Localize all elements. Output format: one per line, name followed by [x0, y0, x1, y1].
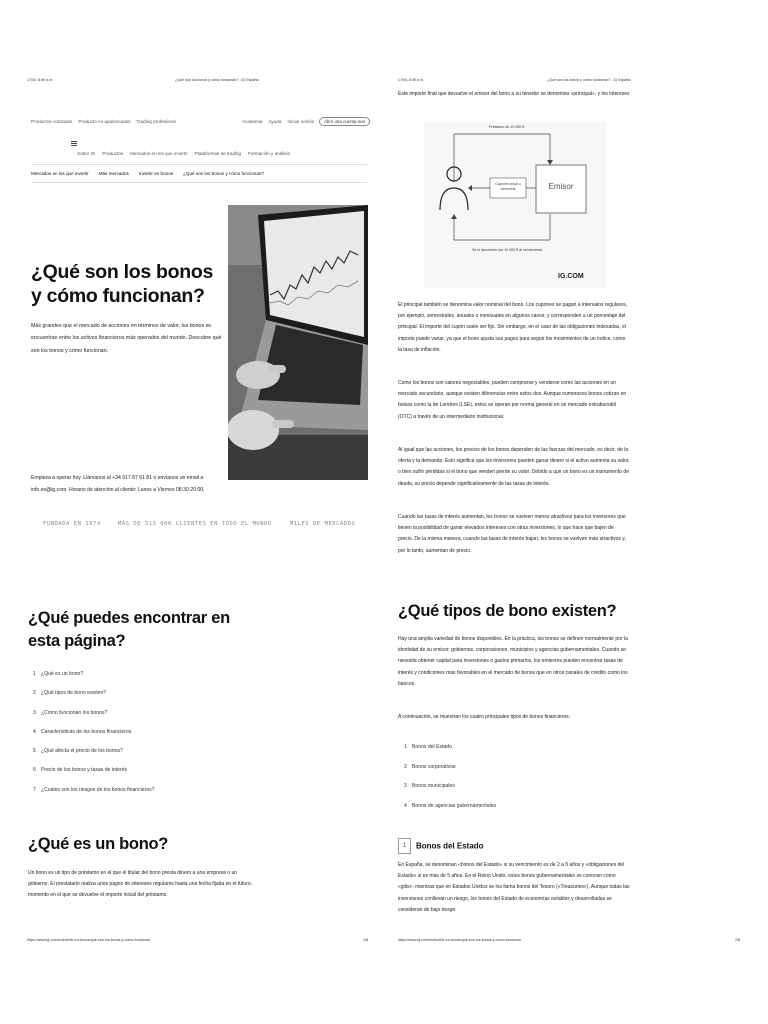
- toc-item[interactable]: 5 ¿Qué afecta el precio de los bonos?: [33, 748, 123, 755]
- diagram-repayment-label: Se le devuelven los 10 000 € al vencimiento: [472, 248, 543, 252]
- list-item: 2 Bonos corporativos: [404, 763, 456, 770]
- breadcrumb-item[interactable]: Invertir en bonos: [138, 171, 174, 176]
- subsection-text: En España, se denominan «bonos del Estado» si su vencimiento es de 2 a 5 años y «obligaciones del Estado» si es más de 5 años. En el Reino Unido, estos bonos gubernamentales se conocen como «gilts», mientras que en Estados Unidos se los llama bonos del Tesoro («Treasuries»). Aunque todas las inversiones conllevan un riesgo, los bonos del Estado de economías estables y desarrolladas se consideran de bajo riesgo.: [398, 862, 630, 913]
- toc-title: ¿Qué puedes encontrar en esta página?: [28, 609, 230, 650]
- paragraph-2: Como los bonos son valores negociables, pueden comprarse y venderse como las acciones en un mercado secundario, aunque existen diferencias entre estos dos. Aunque numerosos bonos cotizan en bolsas como la de Londres (LSE), estos se operan por norma general en un mercado extrabursátil (OTC) a través de un intermediario institucional.: [398, 380, 627, 420]
- breadcrumb-item[interactable]: Mercados en los que invertir: [31, 171, 89, 176]
- stat-founded: FUNDADA EN 1974: [43, 521, 101, 527]
- nav-item-sobre-ig[interactable]: Sobre IG: [77, 151, 96, 156]
- breadcrumb-divider: [31, 182, 367, 183]
- print-datetime: 17/04, 8:59 p.m.: [27, 78, 53, 82]
- print-page-number: 2/8: [735, 938, 740, 942]
- print-doc-title: ¿Qué son los bonos y cómo funcionan? - IG España: [175, 78, 259, 82]
- utility-nav: [242, 119, 314, 124]
- diagram-loan-label: Préstamo de 10 000 €: [489, 125, 525, 129]
- list-item: 1 Bonos del Estado: [404, 744, 452, 750]
- nav-item-iniciar-sesion[interactable]: Iniciar sesión: [287, 119, 315, 124]
- list-item: 3 Bonos municipales: [404, 783, 455, 789]
- nav-item-ayuda[interactable]: Ayuda: [268, 119, 282, 124]
- nav-item-productos[interactable]: Productos: [102, 151, 124, 156]
- section-title-tipos: ¿Qué tipos de bono existen?: [398, 602, 617, 620]
- toc-list: [33, 671, 155, 806]
- stat-markets: MILES DE MERCADOS: [290, 521, 356, 527]
- list-item: 4 Bonos de agencias gubernamentales: [404, 802, 497, 809]
- print-doc-title: ¿Qué son los bonos y cómo funcionan? - IG España: [547, 78, 631, 82]
- primary-nav: [31, 119, 176, 124]
- types-intro: A continuación, se muestran los cuatro principales tipos de bonos financieros:: [398, 714, 571, 720]
- toc-item[interactable]: 3 ¿Cómo funcionan los bonos?: [33, 709, 108, 716]
- breadcrumb-item[interactable]: Más mercados: [98, 171, 129, 176]
- types-list: [404, 744, 496, 822]
- paragraph-4: Cuando las tasas de interés aumentan, los bonos se vuelven menos atractivos para los inversores que tienen la posibilidad de ganar elevados intereses con otras inversiones, lo que hace que bajen de precio. De la misma manera, cuando las tasas de interés bajan, los bonos se vuelven más atractivos y, por lo tanto, aumentan de precio.: [398, 514, 626, 554]
- section-text-que-es-un-bono: Un bono es un tipo de préstamo en el que el titular del bono presta dinero a una empresa o un gobierno. El prestatario realiza unos pagos de intereses regulares hasta una fecha fijada en el futuro, momento en el que se devuelve el importe inicial del préstamo.: [28, 870, 253, 899]
- print-url: https://www.ig.com/es/invertir-en-bonos/que-son-los-bonos-y-como-funcionan: [27, 938, 151, 942]
- nav-divider: [31, 164, 367, 165]
- subsection-heading: [398, 837, 484, 855]
- nav-item-productos-no-apalancados[interactable]: Producto no apalancados: [78, 119, 131, 124]
- nav-item-trading-profesional[interactable]: Trading profesional: [136, 119, 176, 124]
- subsection-title: Bonos del Estado: [416, 841, 484, 851]
- page-title: ¿Qué son los bonos y cómo funcionan?: [31, 261, 214, 307]
- hero-description: Más grandes que el mercado de acciones en términos de valor, los bonos se encuentran entre los activos financieros más operados del mundo. Descubre qué son los bonos y cómo funcionan.: [31, 323, 222, 354]
- toc-item[interactable]: 2 ¿Qué tipos de bono existen?: [33, 690, 107, 697]
- paragraph-3: Al igual que las acciones, los precios de los bonos dependen de las fuerzas del mercado, es decir, de la oferta y la demanda. Esto significa que los inversores pueden ganar dinero si el activo aumenta su valor, o bien sufrir pérdidas si el bono que venden pierde su valor. Debido a que un bono es un instrumento de deuda, su precio depende significativamente de las tasas de interés.: [398, 447, 630, 487]
- nav-item-academia[interactable]: Academia: [242, 119, 263, 124]
- nav-item-productos-cotizados[interactable]: Productos cotizados: [31, 119, 73, 124]
- contact-text: Empieza a operar hoy. Llámanos al +34 917 87 61 81 o envíanos un email a info.es@ig.com. Horario de atención al cliente: Lunes a Viernes 08:30-20:00.: [31, 475, 205, 493]
- breadcrumb-item[interactable]: ¿Qué son los bonos y cómo funcionan?: [183, 171, 265, 176]
- bond-diagram: [424, 122, 607, 288]
- subsection-number-badge: 1: [398, 838, 411, 854]
- nav-item-formacion[interactable]: Formación y análisis: [248, 151, 290, 156]
- ig-logo: IG.COM: [558, 273, 584, 280]
- nav-item-plataformas[interactable]: Plataformas de trading: [194, 151, 242, 156]
- secondary-nav: [77, 151, 290, 156]
- print-datetime: 17/04, 8:59 p.m.: [398, 78, 424, 82]
- print-url: https://www.ig.com/es/invertir-en-bonos/que-son-los-bonos-y-como-funcionan: [398, 938, 522, 942]
- intro-text: Este importe final que devuelve el emisor del bono a su tenedor se denomina «principal», y los intereses: [398, 91, 630, 97]
- hero-image: [228, 205, 368, 480]
- diagram-issuer-label: Emisor: [548, 182, 574, 191]
- types-text: Hay una amplia variedad de bonos disponibles. En la práctica, los bonos se definen normalmente por la identidad de su emisor: gobiernos, corporaciones, municipios y agencias gubernamentales. Cuando se necesita obtener capital para inversiones o gastos primarios, los emisores pueden encontrar tasas de interés y condiciones más favorables en el mercado de bonos que en otros canales de crédito como los bancos.: [398, 636, 628, 687]
- paragraph-1: El principal también se denomina valor nominal del bono. Los cupones se pagan a intervalos regulares, por ejemplo, semestrales, anuales o mensuales en algunos casos; y corresponden a un porcentaje del principal. El importe del cupón suele ser fijo. Sin embargo, en el caso de las obligaciones indexadas, el importe puede variar, ya que el bono ajusta sus pagos para seguir los movimientos de un índice, como la tasa de inflación.: [398, 302, 628, 353]
- toc-item[interactable]: 6 Precio de los bonos y tasas de interés: [33, 767, 128, 774]
- toc-item[interactable]: 4 Características de los bonos financieros: [33, 728, 132, 735]
- toc-item[interactable]: 1 ¿Qué es un bono?: [33, 671, 84, 677]
- toc-item[interactable]: 7 ¿Cuáles son los riesgos de los bonos financieros?: [33, 786, 155, 793]
- diagram-coupon-label: Cupones anual o semestral: [495, 182, 521, 191]
- section-title-que-es-un-bono: ¿Qué es un bono?: [28, 835, 169, 853]
- menu-icon[interactable]: [71, 133, 77, 138]
- breadcrumb: [31, 171, 264, 176]
- open-account-button[interactable]: Abrir una cuenta real: [319, 117, 370, 126]
- stat-clients: MÁS DE 313 000 CLIENTES EN TODO EL MUNDO: [118, 521, 272, 527]
- nav-item-mercados[interactable]: Mercados en los que invertir: [130, 151, 188, 156]
- print-page-number: 1/8: [363, 938, 368, 942]
